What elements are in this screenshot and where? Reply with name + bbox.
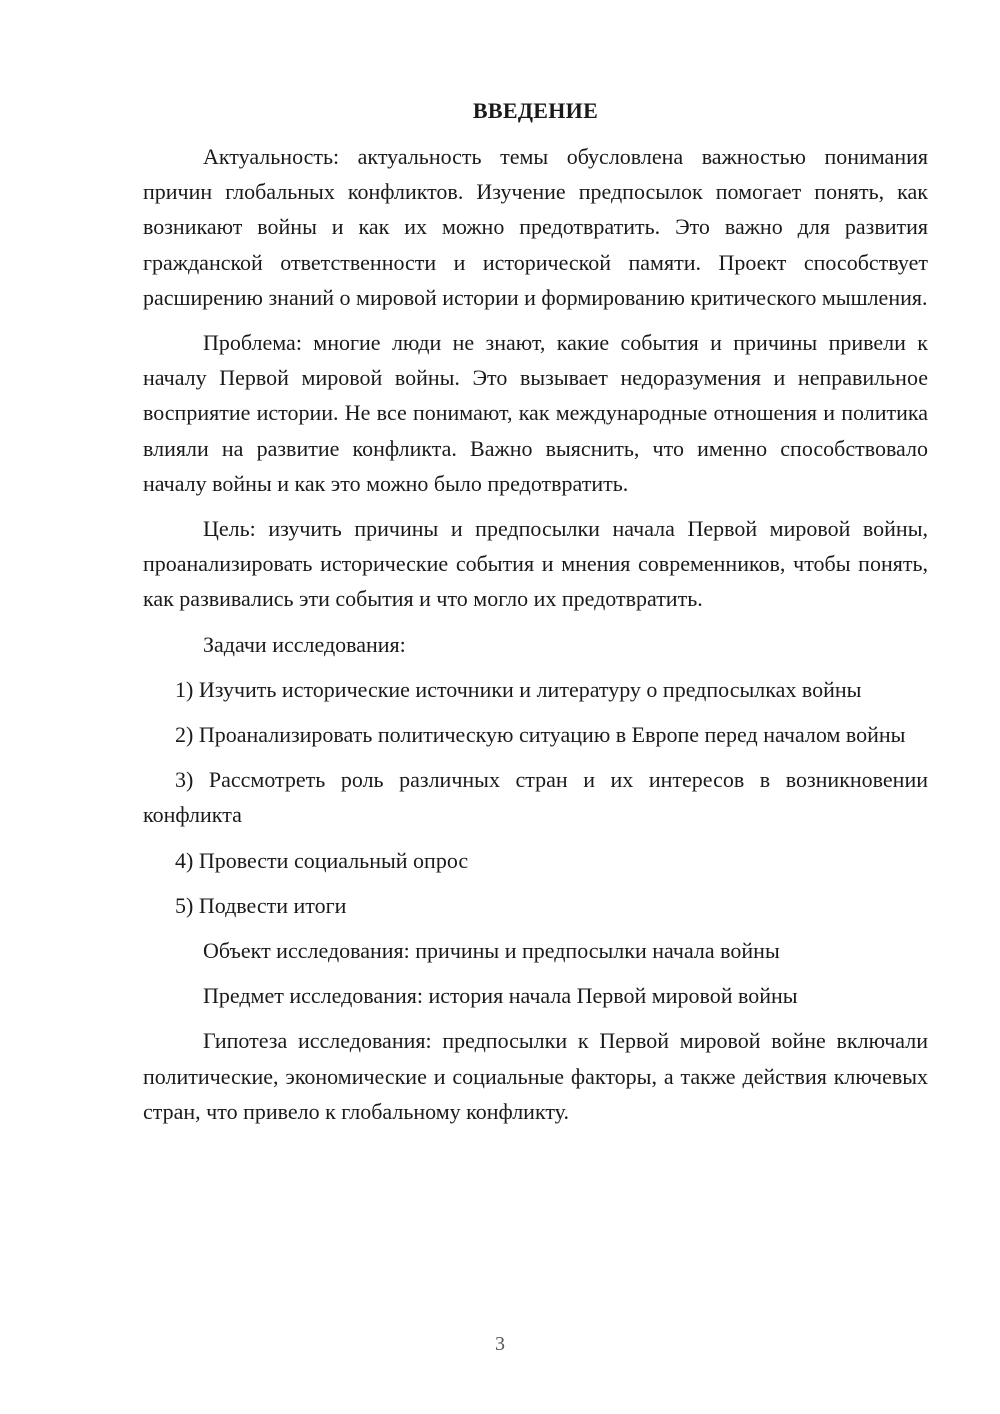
goal-paragraph: Цель: изучить причины и предпосылки начала Первой мировой войны, проанализировать исторические события и мнения современников, чтобы понять, как развивались эти события и что могло их предотвратить. bbox=[143, 516, 928, 612]
task-item-3: 3) Рассмотреть роль различных стран и их интересов в возникновении конфликта bbox=[143, 767, 928, 828]
task-item-4: 4) Провести социальный опрос bbox=[175, 847, 469, 873]
relevance-paragraph: Актуальность: актуальность темы обусловлена важностью понимания причин глобальных конфликтов. Изучение предпосылок помогает понять, как возникают войны и как их можно предотвратить. Это важно для развития гражданской ответственности и исторической памяти. Проект способствует расширению знаний о мировой истории и формированию критического мышления. bbox=[143, 144, 928, 310]
hypothesis-paragraph: Гипотеза исследования: предпосылки к Первой мировой войне включали политические, экономические и социальные факторы, а также действия ключевых стран, что привело к глобальному конфликту. bbox=[143, 1028, 928, 1124]
tasks-heading: Задачи исследования: bbox=[203, 631, 406, 657]
document-title: ВВЕДЕНИЕ bbox=[472, 98, 599, 123]
page-number: 3 bbox=[495, 1333, 505, 1355]
document-page bbox=[143, 95, 928, 1129]
subject-paragraph: Предмет исследования: история начала Первой мировой войны bbox=[203, 983, 798, 1009]
task-item-2: 2) Проанализировать политическую ситуацию в Европе перед началом войны bbox=[175, 722, 906, 748]
task-item-1: 1) Изучить исторические источники и литературу о предпосылках войны bbox=[175, 676, 862, 702]
problem-paragraph: Проблема: многие люди не знают, какие события и причины привели к началу Первой мировой войны. Это вызывает недоразумения и неправильное восприятие истории. Не все понимают, как международные отношения и политика влияли на развитие конфликта. Важно выяснить, что именно способствовало началу войны и как это можно было предотвратить. bbox=[143, 330, 928, 496]
task-item-5: 5) Подвести итоги bbox=[175, 892, 347, 918]
object-paragraph: Объект исследования: причины и предпосылки начала войны bbox=[203, 938, 780, 964]
